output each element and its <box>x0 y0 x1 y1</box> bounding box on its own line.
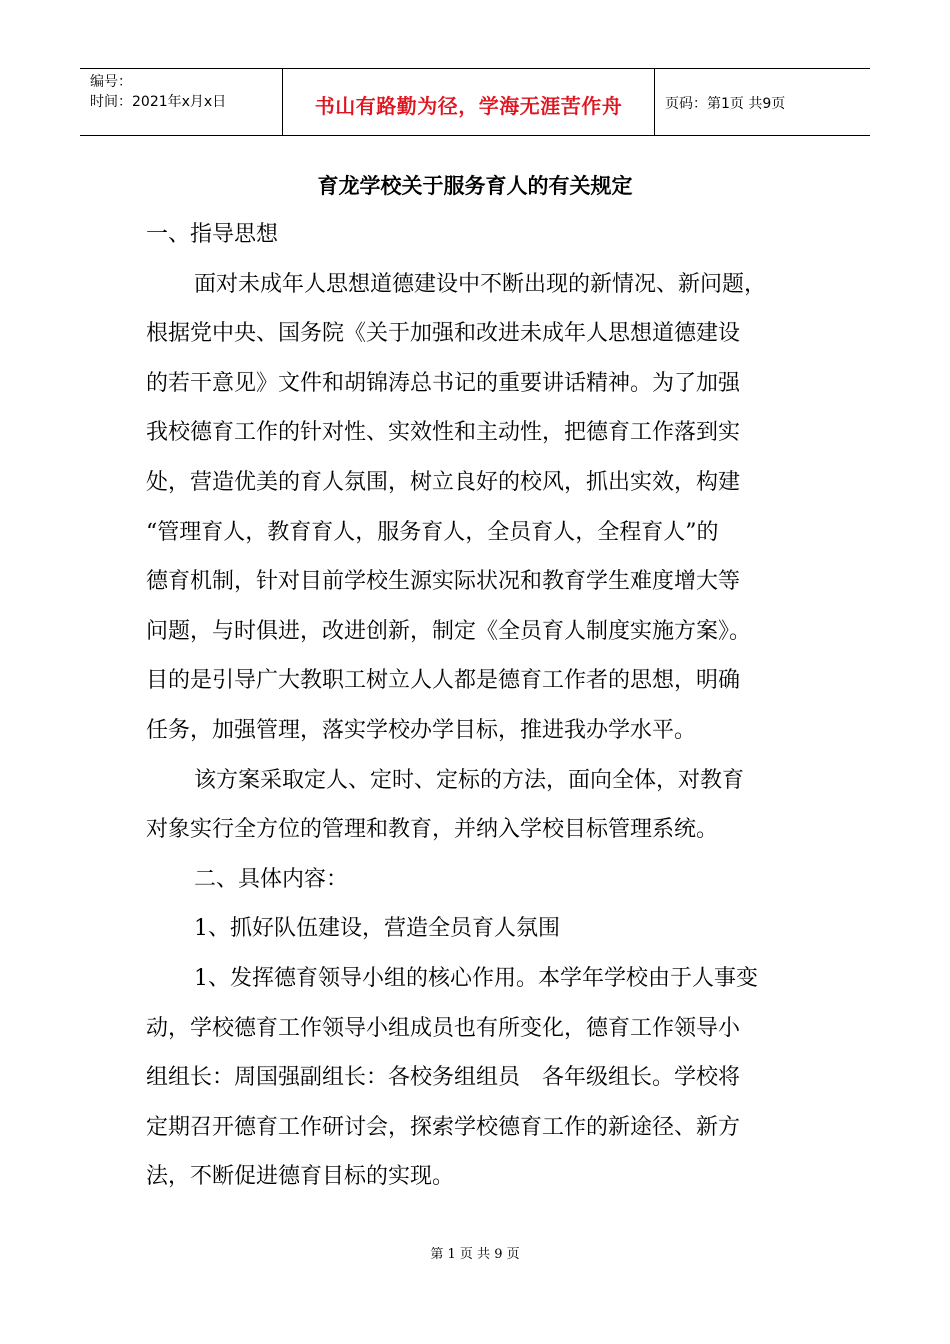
page-info: 页码：第1页 共9页 <box>665 96 786 112</box>
document-body <box>146 210 806 1202</box>
paragraph-line: 我校德育工作的针对性、实效性和主动性，把德育工作落到实 <box>146 420 741 446</box>
paragraph-line: 德育机制，针对目前学校生源实际状况和教育学生难度增大等 <box>146 569 741 595</box>
section-heading-2: 二、具体内容： <box>194 866 349 892</box>
paragraph-line: 该方案采取定人、定时、定标的方法，面向全体，对教育 <box>194 767 745 793</box>
paragraph-line: 1、发挥德育领导小组的核心作用。本学年学校由于人事变 <box>194 965 758 991</box>
paragraph-line: 问题，与时俱进，改进创新，制定《全员育人制度实施方案》。 <box>146 618 752 644</box>
document-title: 育龙学校关于服务育人的有关规定 <box>317 174 633 198</box>
paragraph-line: 组组长：周国强副组长：各校务组组员 各年级组长。学校将 <box>146 1065 741 1091</box>
header-page-cell <box>655 69 870 135</box>
paragraph-line: 法，不断促进德育目标的实现。 <box>146 1164 455 1190</box>
paragraph-line: 对象实行全方位的管理和教育，并纳入学校目标管理系统。 <box>146 817 719 843</box>
paragraph-line: 根据党中央、国务院《关于加强和改进未成年人思想道德建设 <box>146 321 741 347</box>
paragraph-line: 面对未成年人思想道德建设中不断出现的新情况、新问题， <box>194 271 767 297</box>
paragraph-line: 目的是引导广大教职工树立人人都是德育工作者的思想，明确 <box>146 668 741 694</box>
subsection-heading: 1、抓好队伍建设，营造全员育人氛围 <box>194 916 560 942</box>
paragraph-line: 任务，加强管理，落实学校办学目标，推进我办学水平。 <box>146 717 697 743</box>
page-footer: 第 1 页 共 9 页 <box>430 1247 520 1262</box>
motto-text: 书山有路勤为径，学海无涯苦作舟 <box>314 93 623 118</box>
paragraph-line: 动，学校德育工作领导小组成员也有所变化，德育工作领导小 <box>146 1015 741 1041</box>
paragraph-line: “管理育人，教育育人，服务育人，全员育人，全程育人”的 <box>146 519 719 545</box>
paragraph-line: 处，营造优美的育人氛围，树立良好的校风，抓出实效，构建 <box>146 469 741 495</box>
time-label: 时间：2021年x月x日 <box>90 94 227 110</box>
document-header <box>80 68 870 136</box>
header-meta-cell <box>80 69 282 135</box>
paragraph-line: 定期召开德育工作研讨会，探索学校德育工作的新途径、新方 <box>146 1114 741 1140</box>
section-heading-1: 一、指导思想 <box>146 222 279 247</box>
paragraph-line: 的若干意见》文件和胡锦涛总书记的重要讲话精神。为了加强 <box>146 370 741 396</box>
header-motto-cell <box>282 69 655 135</box>
number-label: 编号： <box>90 74 132 90</box>
